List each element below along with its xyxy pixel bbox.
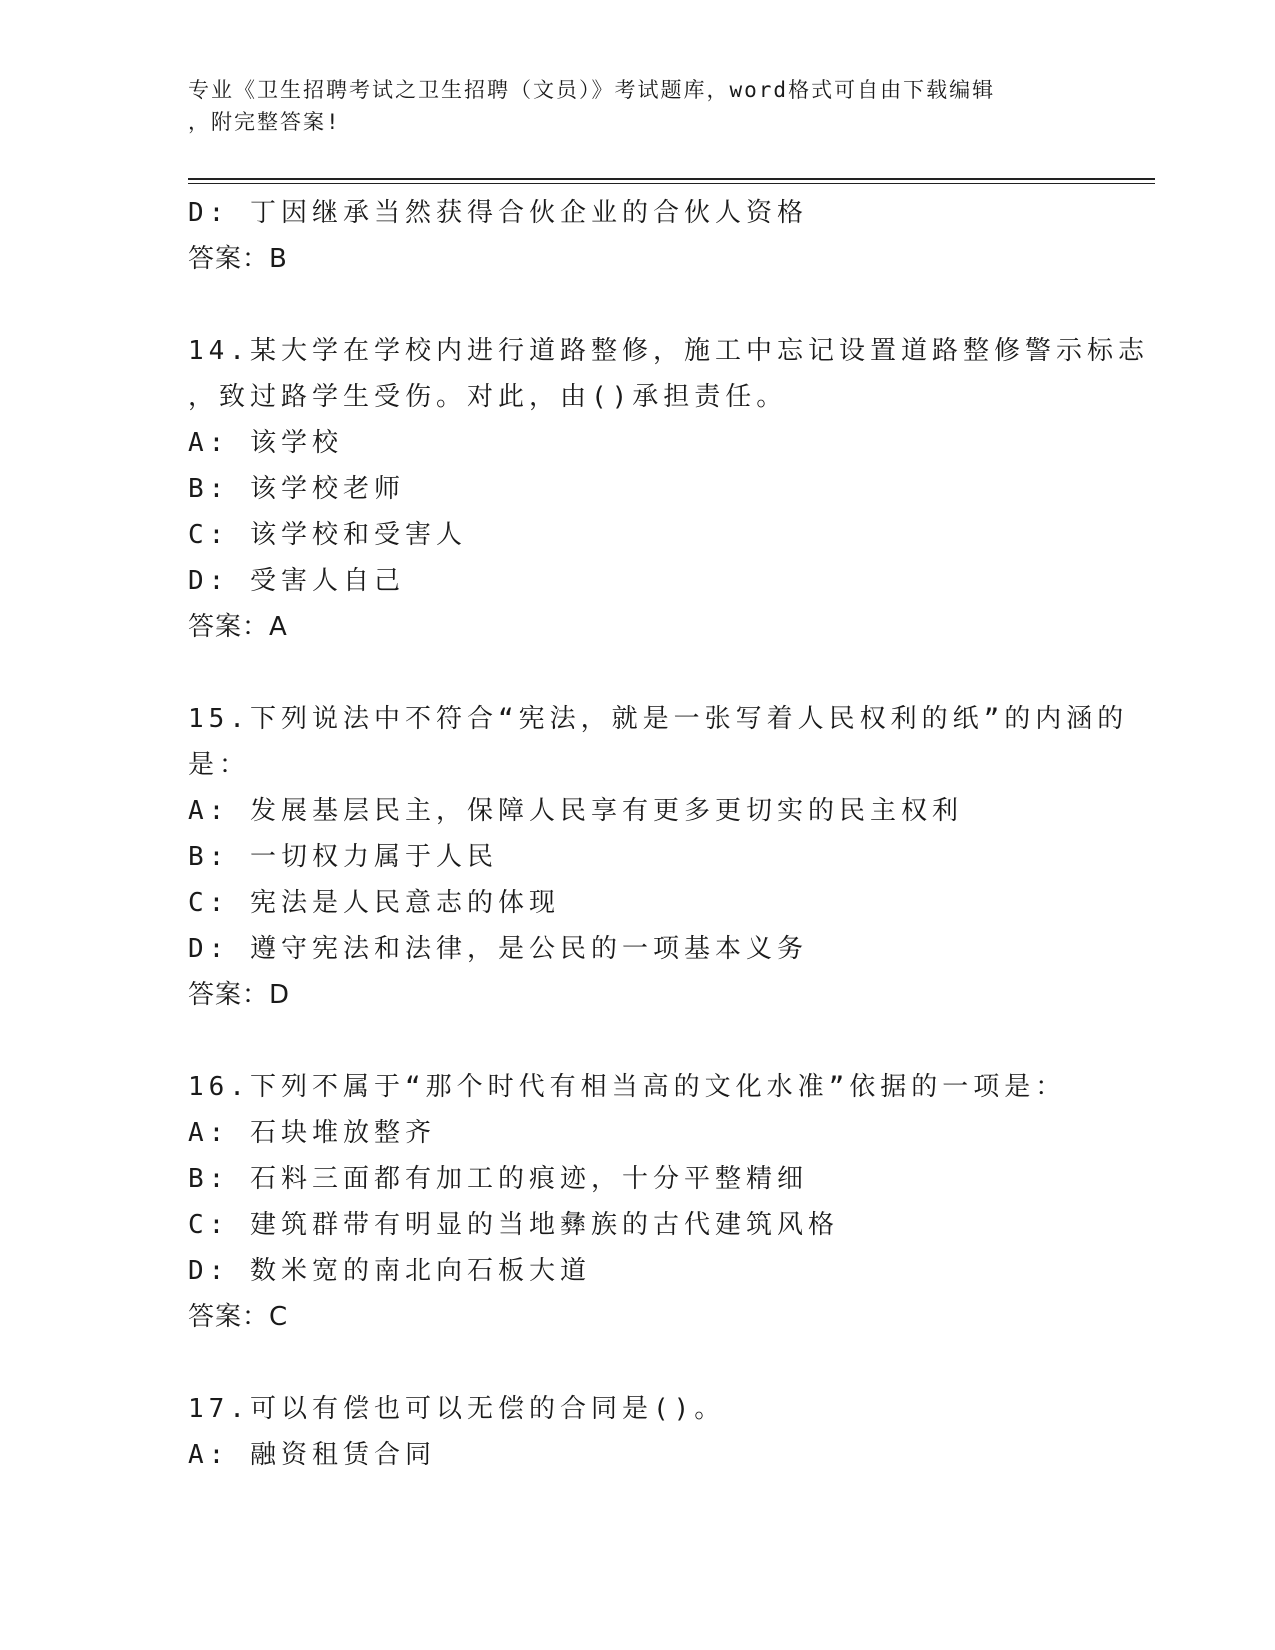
option-c: C: 该学校和受害人 (188, 520, 467, 550)
answer: 答案：C (188, 1302, 289, 1332)
question-stem: 14.某大学在学校内进行道路整修，施工中忘记设置道路整修警示标志 (188, 336, 1149, 366)
answer: 答案：A (188, 612, 288, 642)
question-stem: 16.下列不属于“那个时代有相当高的文化水准”依据的一项是： (188, 1072, 1067, 1102)
header-divider-thin (188, 183, 1155, 184)
document-header (188, 74, 1088, 138)
question-list (188, 190, 1149, 1478)
question-16 (188, 1064, 1088, 1340)
question-stem: 17.可以有偿也可以无偿的合同是()。 (188, 1394, 726, 1424)
header-divider (188, 178, 1155, 180)
question-14 (188, 328, 1149, 650)
header-line-1: 专业《卫生招聘考试之卫生招聘（文员）》考试题库，word格式可自由下载编辑 (188, 78, 996, 102)
option-c: C: 宪法是人民意志的体现 (188, 888, 560, 918)
question-stem: 15.下列说法中不符合“宪法，就是一张写着人民权利的纸”的内涵的 (188, 704, 1129, 734)
option-c: C: 建筑群带有明显的当地彝族的古代建筑风格 (188, 1210, 839, 1240)
option-d: D: 受害人自己 (188, 566, 405, 596)
question-17 (188, 1386, 1088, 1478)
question-stem-cont: 是： (188, 750, 251, 780)
answer: 答案：D (188, 980, 291, 1010)
option-b: B: 石料三面都有加工的痕迹，十分平整精细 (188, 1164, 808, 1194)
header-line-2: ，附完整答案! (188, 110, 341, 134)
option-d: D: 丁因继承当然获得合伙企业的合伙人资格 (188, 198, 808, 228)
option-b: B: 该学校老师 (188, 474, 405, 504)
option-a: A: 融资租赁合同 (188, 1440, 436, 1470)
question-stem-cont: ，致过路学生受伤。对此，由()承担责任。 (188, 382, 788, 412)
answer: 答案：B (188, 244, 288, 274)
option-a: A: 该学校 (188, 428, 343, 458)
option-a: A: 发展基层民主，保障人民享有更多更切实的民主权利 (188, 796, 963, 826)
question-13-tail (188, 190, 1088, 282)
option-a: A: 石块堆放整齐 (188, 1118, 436, 1148)
option-b: B: 一切权力属于人民 (188, 842, 498, 872)
option-d: D: 数米宽的南北向石板大道 (188, 1256, 591, 1286)
option-d: D: 遵守宪法和法律，是公民的一项基本义务 (188, 934, 808, 964)
question-15 (188, 696, 1129, 1018)
